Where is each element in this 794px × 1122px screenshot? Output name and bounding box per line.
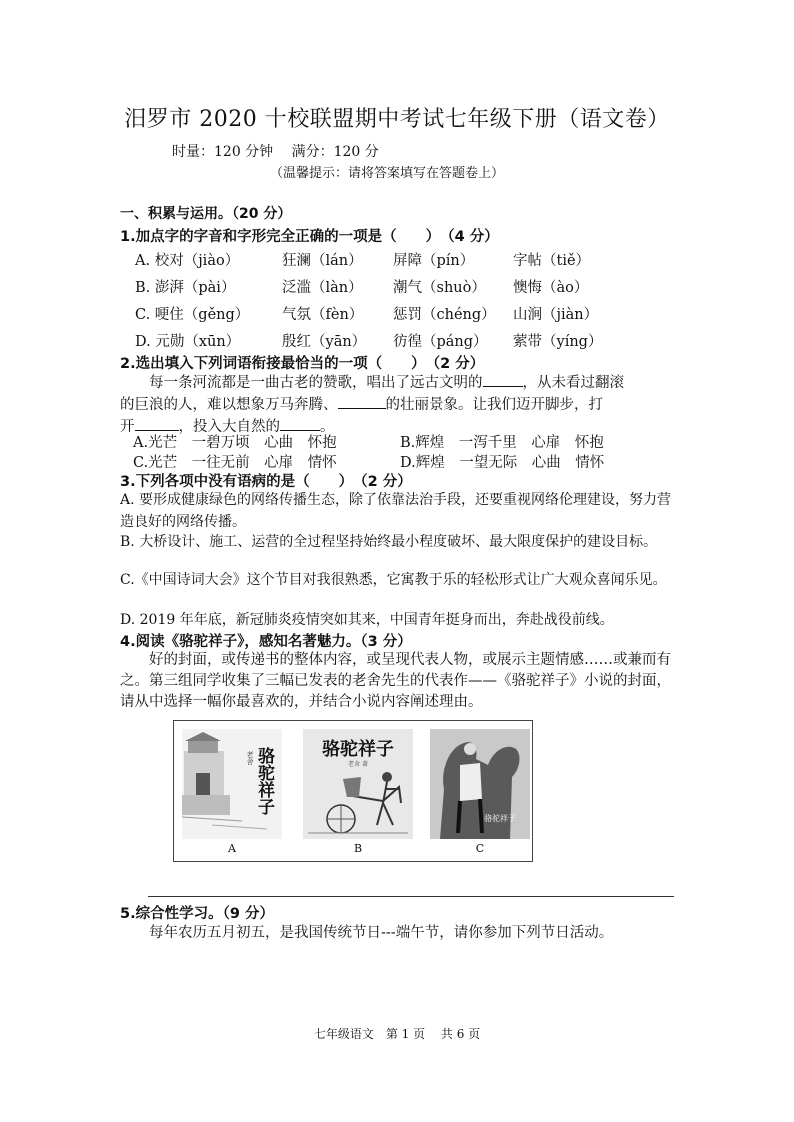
cover-a-caption: A (228, 842, 236, 855)
question-4-stem: 4.阅读《骆驼祥子》，感知名著魅力。（3 分） (120, 634, 412, 650)
page-footer: 七年级语文 第 1 页 共 6 页 (313, 1027, 481, 1041)
question-5-passage: 每年农历五月初五，是我国传统节日---端午节，请你参加下列节日活动。 (149, 925, 614, 941)
cover-b-title: 骆驼祥子 (322, 739, 394, 760)
q1-option-b-3: 潮气（shuò） (393, 280, 486, 296)
q1-option-c-1: C. 哽住（gěng） (135, 307, 250, 323)
answer-blank (135, 416, 179, 431)
q1-option-c-4: 山涧（jiàn） (513, 307, 599, 323)
question-2-stem: 2.选出填入下列词语衔接最恰当的一项（ ） （2 分） (120, 356, 485, 372)
q3-option-c: C.《中国诗词大会》这个节目对我很熟悉，它寓教于乐的轻松形式让广大观众喜闻乐见。 (120, 572, 667, 588)
q1-option-c-2: 气氛（fèn） (282, 307, 364, 323)
q1-option-a-3: 屏障（pín） (393, 253, 475, 269)
answer-blank (483, 372, 523, 387)
passage-text: 开 (120, 419, 135, 435)
q1-option-b-4: 懊悔（ào） (513, 280, 589, 296)
cover-c-title: 骆驼祥子 (484, 814, 516, 823)
q3-option-a: A. 要形成健康绿色的网络传播生态，除了依靠法治手段，还要重视网络伦理建设，努力营造良好的网络传播。 (120, 492, 672, 530)
cover-c-caption: C (475, 842, 485, 855)
q1-option-c-3: 惩罚（chéng） (393, 307, 496, 323)
question-2-passage-line2 (120, 394, 676, 416)
passage-text: 。 (320, 419, 335, 435)
q1-option-b-2: 泛滥（làn） (282, 280, 363, 296)
book-cover-b (303, 729, 413, 839)
q3-option-b: B. 大桥设计、施工、运营的全过程坚持始终最小程度破坏、最大限度保护的建设目标。 (120, 534, 658, 550)
book-cover-images (173, 720, 533, 862)
question-5-stem: 5.综合性学习。（9 分） (120, 906, 274, 922)
q2-option-b: B.辉煌 一泻千里 心扉 怀抱 (400, 435, 604, 451)
q3-option-d: D. 2019 年年底，新冠肺炎疫情突如其来，中国青年挺身而出，奔赴战役前线。 (120, 612, 614, 628)
question-3-stem: 3.下列各项中没有语病的是（ ） （2 分） (120, 474, 412, 490)
answer-line (148, 896, 674, 897)
time-score-line: 时量：120 分钟 满分：120 分 (172, 144, 379, 160)
book-cover-a (182, 729, 282, 839)
q1-option-d-2: 殷红（yān） (282, 334, 367, 350)
answer-tip: （温馨提示：请将答案填写在答题卷上） (270, 166, 505, 181)
page-title: 汨罗市 2020 十校联盟期中考试七年级下册（语文卷） (124, 107, 670, 132)
q1-option-a-2: 狂澜（lán） (282, 253, 363, 269)
question-2-passage (120, 372, 676, 394)
cover-a-title: 骆驼祥子 (254, 747, 274, 815)
passage-text: 的巨浪的人，难以想象万马奔腾、 (120, 397, 338, 413)
passage-text: ，投入大自然的 (178, 419, 280, 435)
q2-option-c: C.光芒 一往无前 心扉 情怀 (133, 455, 337, 471)
q1-option-d-3: 彷徨（páng） (393, 334, 488, 350)
q2-option-a: A.光芒 一碧万顷 心曲 怀抱 (133, 435, 337, 451)
passage-text: 每一条河流都是一曲古老的赞歌，唱出了远古文明的 (149, 375, 483, 391)
section-heading: 一、积累与运用。（20 分） (120, 206, 292, 222)
cover-a-author: 老舍 (246, 751, 254, 765)
q1-option-d-1: D. 元勋（xūn） (135, 334, 241, 350)
book-cover-c (430, 729, 530, 839)
answer-blank (280, 416, 320, 431)
cover-b-caption: B (353, 842, 363, 855)
passage-text: ，从未看过翻滚 (522, 375, 624, 391)
question-4-passage: 好的封面，或传递书的整体内容，或呈现代表人物，或展示主题情感……或兼而有之。第三组同学收集了三幅已发表的老舍先生的代表作——《骆驼祥子》小说的封面，请从中选择一幅你最喜欢的，并结合小说内容阐述理由。 (120, 652, 671, 710)
q1-option-d-4: 萦带（yíng） (513, 334, 603, 350)
passage-text: 的壮丽景象。让我们迈开脚步，打 (385, 397, 603, 413)
q1-option-a-1: A. 校对（jiào） (135, 253, 240, 269)
question-1-stem: 1.加点字的字音和字形完全正确的一项是（ ） （4 分） (120, 229, 499, 245)
cover-b-author: 老舍 著 (348, 761, 368, 768)
q1-option-b-1: B. 澎湃（pài） (135, 280, 236, 296)
q2-option-d: D.辉煌 一望无际 心曲 情怀 (400, 455, 605, 471)
answer-blank (338, 394, 386, 409)
q1-option-a-4: 字帖（tiě） (513, 253, 591, 269)
